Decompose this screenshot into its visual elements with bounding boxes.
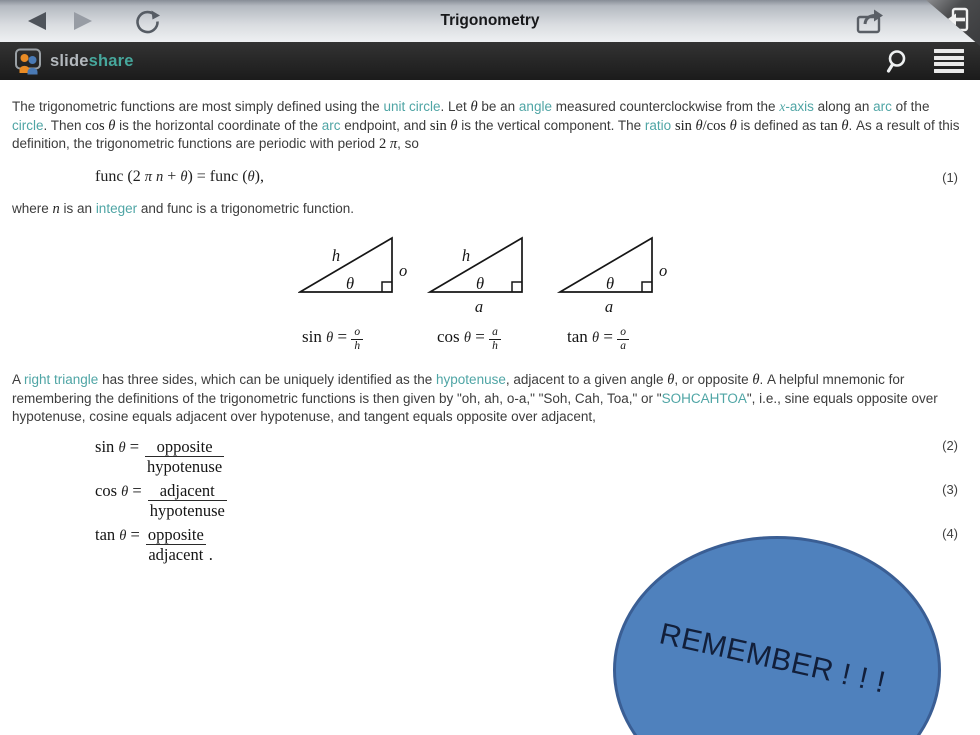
equation-4-number: (4) — [942, 525, 958, 541]
inline-link[interactable]: -axis — [785, 99, 814, 114]
slideshare-wordmark: slideshare — [50, 51, 134, 70]
page-title: Trigonometry — [440, 12, 540, 29]
remember-sticker-text: REMEMBER ! ! ! — [656, 617, 889, 700]
intro-paragraph: The trigonometric functions are most simply defined using the unit circle. Let θ be an angle measured counterclockwise from the x-axis along an arc of the circle. Then cos θ is the horizontal coordinate of the arc endpoint, and sin θ is the vertical component. The ratio sin θ/cos θ is defined as tan θ. As a result of this definition, the trigonometric functions are periodic with period 2 π, so — [12, 99, 960, 152]
article-content — [0, 80, 980, 564]
sin-formula: sin θ = $\frac{o}{h}$ — [302, 326, 363, 353]
menu-icon[interactable] — [934, 49, 964, 74]
svg-text:o: o — [659, 261, 668, 280]
inline-link[interactable]: circle — [12, 117, 44, 133]
cos-formula: cos θ = $\frac{a}{h}$ — [437, 326, 501, 353]
svg-text:h: h — [331, 246, 341, 265]
slideshare-header — [0, 42, 980, 80]
tan-formula: tan θ = $\frac{o}{a}$ — [567, 326, 629, 353]
mnemonic-paragraph: A right triangle has three sides, which can be uniquely identified as the hypotenuse, adjacent to a given angle θ, or opposite θ. A helpful mnemonic for remembering the definitions of the trigonometric functions is then given by "oh, ah, o-a," "Soh, Cah, Toa," or "SOHCAHTOA", i.e., sine equals opposite over hypotenuse, cosine equals adjacent over hypotenuse, and tangent equals opposite over adjacent, — [12, 372, 938, 424]
inline-link[interactable]: integer — [95, 200, 138, 216]
inline-link[interactable]: arc — [873, 99, 892, 114]
browser-toolbar — [0, 0, 980, 42]
equation-2-number: (2) — [942, 437, 958, 453]
where-line: where n is an integer and func is a trigonometric function. — [12, 200, 354, 217]
search-icon[interactable] — [885, 49, 910, 74]
svg-text:h: h — [461, 246, 471, 265]
remember-sticker — [613, 536, 941, 735]
inline-link[interactable]: ratio — [644, 117, 672, 133]
svg-text:θ: θ — [605, 274, 615, 293]
equation-3-number: (3) — [942, 481, 958, 497]
equation-1-body: func (2 π n + θ) = func (θ), — [95, 167, 264, 185]
triangle-diagrams — [298, 234, 698, 316]
slideshare-logo[interactable] — [13, 48, 134, 75]
svg-text:θ: θ — [475, 274, 485, 293]
inline-link[interactable]: unit circle — [383, 99, 441, 114]
inline-link[interactable]: angle — [518, 99, 552, 114]
triangle-formulas — [300, 324, 968, 358]
slideshare-logo-icon — [13, 48, 43, 75]
svg-text:a: a — [474, 297, 484, 316]
inline-link[interactable]: right triangle — [24, 372, 99, 387]
svg-text:a: a — [604, 297, 614, 316]
equation-3: cos θ = adjacent hypotenuse (3) — [95, 480, 958, 520]
triangle-1 — [300, 238, 407, 293]
triangle-3 — [560, 238, 667, 316]
equation-2: sin θ = opposite hypotenuse (2) — [95, 436, 958, 476]
svg-text:θ: θ — [345, 274, 355, 293]
equation-4: tan θ = opposite adjacent . (4) — [95, 524, 958, 564]
inline-link[interactable]: SOHCAHTOA — [661, 390, 747, 406]
triangle-2 — [430, 238, 522, 316]
share-icon[interactable] — [856, 8, 886, 35]
equation-1 — [95, 168, 968, 189]
inline-link[interactable]: x — [779, 99, 786, 114]
inline-link[interactable]: hypotenuse — [436, 372, 506, 387]
inline-link[interactable]: arc — [321, 117, 341, 133]
svg-text:o: o — [399, 261, 408, 280]
equation-1-number: (1) — [942, 169, 958, 185]
